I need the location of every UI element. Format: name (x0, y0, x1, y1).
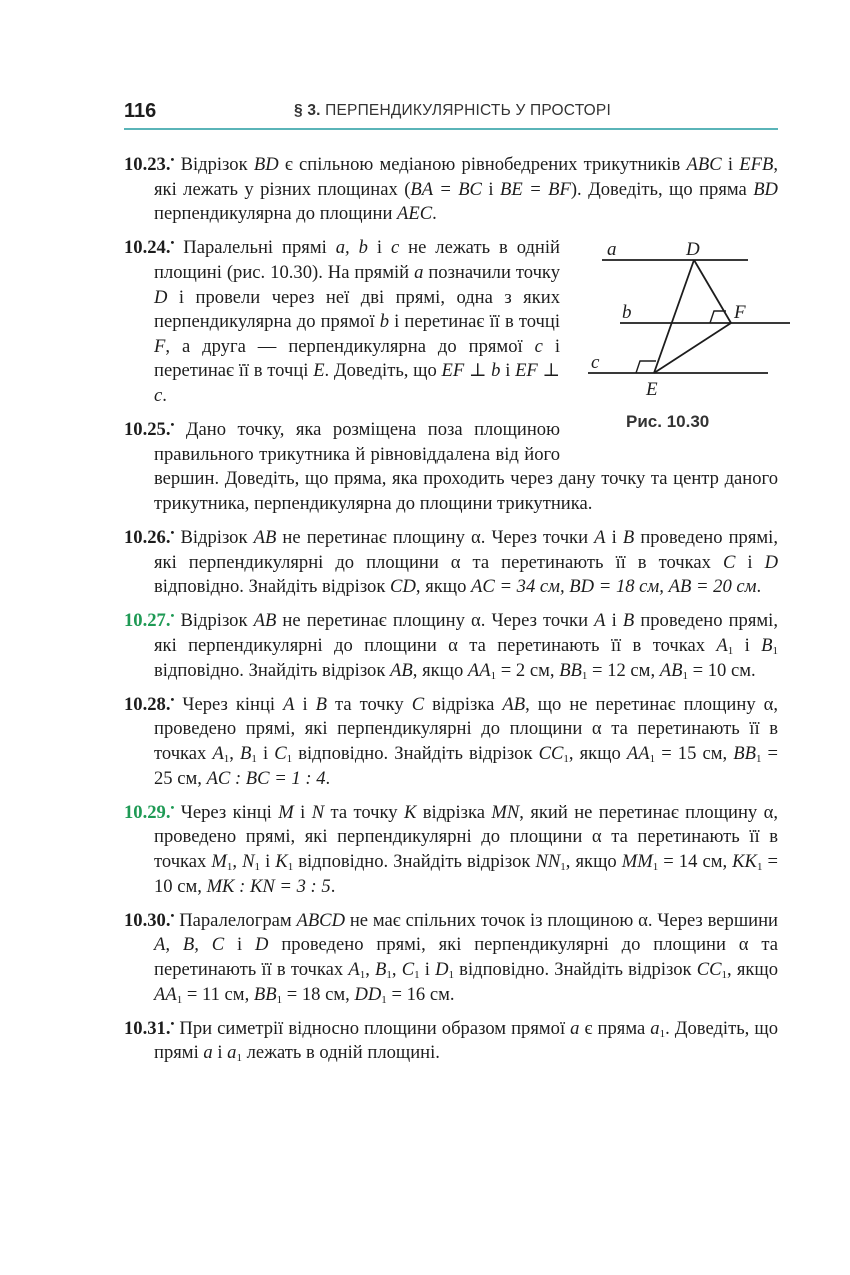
section-title (294, 102, 611, 120)
label-b: b (622, 302, 632, 324)
problem-10-28: 10.28.• Через кінці A і B та точку C відрізка AB, що не перетинає площину α, проведено прямі, які перпендикулярні до площини α та перетинають її в точках $A_1$, $B_1$ і $C_1$ відповідно. Знайдіть відрізок $CC_1$, якщо $AA_1 = 15$ см, $BB_1 = 25$ см, AC : BC = 1 : 4. (124, 693, 779, 789)
problem-number: 10.30.• (124, 909, 175, 931)
problem-number: 10.25.• (124, 419, 175, 441)
right-angle-mark-e (636, 361, 656, 373)
segment-de (654, 260, 694, 373)
geometry-diagram (578, 235, 794, 405)
page-number: 116 (124, 100, 157, 122)
problem-number: 10.23.• (124, 154, 175, 175)
label-a: a (607, 239, 617, 261)
section-mark: § 3. (294, 102, 321, 119)
right-angle-mark-f (710, 311, 726, 323)
page-header (124, 96, 778, 130)
label-e: E (646, 379, 658, 401)
figure-caption: Рис. 10.30 (626, 412, 710, 432)
segment-ef (654, 323, 731, 373)
label-f: F (734, 302, 746, 324)
problem-10-25: 10.25.• Дано точку, яка розміщена поза площиною правильного трикутника й рівновіддалена від його вершин. Доведіть, що пряма, яка проходить через дану точку та центр даного трикутника, перпендикулярна до площини трикутника. (124, 419, 778, 514)
problem-number: 10.31.• (124, 1017, 175, 1039)
problem-10-30: 10.30.• Паралелограм ABCD не має спільних точок із площиною α. Через вершини A, B, C і D проведено прямі, які перпендикулярні до площини α та перетинають її в точках $A_1$, $B_1$, $C_1$ і $D_1$ відповідно. Знайдіть відрізок $CC_1$, якщо $AA_1 = 11$ см, $BB_1 = 18$ см, $DD_1 = 16$ см. (124, 909, 779, 1006)
problem-10-23: 10.23.• Відрізок BD є спільною медіаною рівнобедрених трикутників ABC і EFB, які лежать у різних площинах (BA = BC і BE = BF). Доведіть, що пряма BD перпендикулярна до площини AEC. (124, 154, 778, 225)
figure-10-30 (578, 235, 794, 450)
problem-10-29: 10.29.• Через кінці M і N та точку K відрізка MN, який не перетинає площину α, проведено прямі, які перпендикулярні до площини α та перетинають її в точках $M_1$, $N_1$ і $K_1$ відповідно. Знайдіть відрізок $NN_1$, якщо $MM_1 = 14$ см, $KK_1 = 10$ см, MK : KN = 3 : 5. (124, 801, 779, 897)
problem-10-27: 10.27.• Відрізок AB не перетинає площину α. Через точки A і B проведено прямі, які перпендикулярні до площини α та перетинають її в точках $A_1$ і $B_1$ відповідно. Знайдіть відрізок AB, якщо $AA_1 = 2$ см, $BB_1 = 12$ см, $AB_1 = 10$ см. (124, 610, 778, 682)
problem-10-24: 10.24.• Паралельні прямі a, b і c не лежать в одній площині (рис. 10.30). На прямій a позначили точку D і провели через неї дві прямі, одна з яких перпендикулярна до прямої b і перетинає її в точці F, а друга — перпендикулярна до прямої c і перетинає її в точці E. Доведіть, що EF ⊥ b і EF ⊥ c. (124, 237, 561, 406)
label-d: D (686, 239, 700, 261)
section-name: ПЕРПЕНДИКУЛЯРНІСТЬ У ПРОСТОРІ (325, 102, 611, 119)
problem-10-31: 10.31.• При симетрії відносно площини образом прямої a є пряма $a_1$. Доведіть, що прямі a і $a_1$ лежать в одній площині. (124, 1017, 778, 1065)
problem-number: 10.24.• (124, 237, 175, 259)
label-c: c (591, 352, 600, 374)
problem-list (124, 148, 778, 1071)
problem-number: 10.26.• (124, 527, 175, 549)
problem-number: 10.28.• (124, 693, 175, 715)
problem-number: 10.27.• (124, 610, 175, 632)
problem-10-26: 10.26.• Відрізок AB не перетинає площину α. Через точки A і B проведено прямі, які перпендикулярні до площини α та перетинають її в точках C і D відповідно. Знайдіть відрізок CD, якщо AC = 34 см, BD = 18 см, AB = 20 см. (124, 527, 778, 598)
problem-number: 10.29.• (124, 801, 175, 823)
